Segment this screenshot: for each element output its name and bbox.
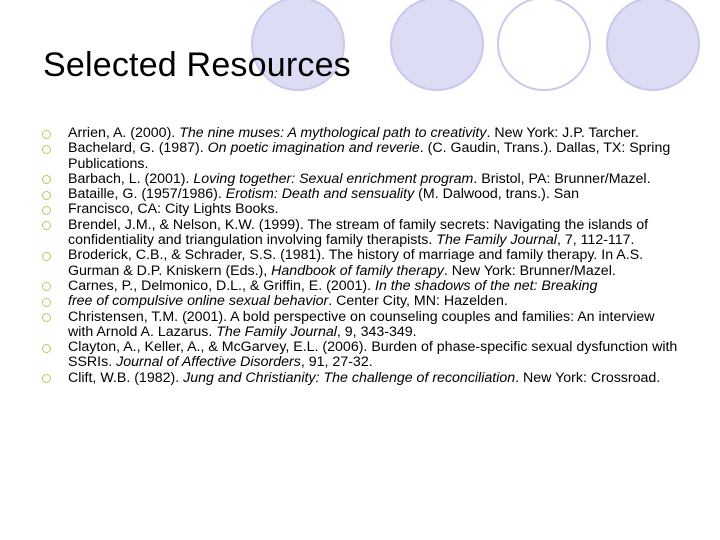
reference-text: Barbach, L. (2001). xyxy=(68,170,194,187)
reference-text-tail: . (C. Gaudin, Trans.). Dallas, TX: Spring Publications. xyxy=(68,140,671,172)
reference-text-tail: , 9, 343-349. xyxy=(336,323,417,340)
circle-decoration xyxy=(498,0,590,90)
reference-item xyxy=(42,187,682,202)
slide-title: Selected Resources xyxy=(43,46,351,84)
reference-item xyxy=(42,310,682,341)
reference-text-tail: . Center City, MN: Hazelden. xyxy=(328,293,508,310)
reference-item xyxy=(42,141,682,172)
bullet-icon xyxy=(42,282,51,291)
reference-italic-title: free of compulsive online sexual behavior xyxy=(68,293,329,310)
reference-text-tail: , 91, 27-32. xyxy=(300,354,373,371)
reference-italic-title: The nine muses: A mythological path to creativity xyxy=(179,125,487,141)
bullet-icon xyxy=(42,344,51,353)
reference-italic-title: Handbook of family therapy xyxy=(271,262,444,279)
reference-item xyxy=(42,340,682,371)
bullet-icon xyxy=(42,221,51,230)
reference-text: Clift, W.B. (1982). xyxy=(68,369,184,386)
bullet-icon xyxy=(42,313,51,322)
reference-text-tail: . Bristol, PA: Brunner/Mazel. xyxy=(473,170,651,187)
reference-italic-title: Journal of Affective Disorders xyxy=(116,354,301,371)
circle-decoration xyxy=(391,0,483,90)
reference-text: Arrien, A. (2000). xyxy=(68,125,180,141)
reference-item xyxy=(42,202,682,217)
reference-text: Bachelard, G. (1987). xyxy=(68,140,208,157)
reference-text: Broderick, C.B., & Schrader, S.S. (1981). The history of marriage and family therapy. In A.S. Gurman & D.P. Kniskern (Eds.), xyxy=(68,247,644,279)
bullet-icon xyxy=(42,252,51,261)
bullet-icon xyxy=(42,374,51,383)
reference-italic-title: Erotism: Death and sensuality xyxy=(225,186,415,203)
reference-item xyxy=(42,218,682,249)
reference-text: Bataille, G. (1957/1986). xyxy=(68,186,226,203)
reference-item xyxy=(42,371,682,386)
reference-text: Clayton, A., Keller, A., & McGarvey, E.L. (2006). Burden of phase-specific sexual dysfunction with SSRIs. xyxy=(68,339,678,371)
reference-text: Brendel, J.M., & Nelson, K.W. (1999). The stream of family secrets: Navigating the islands of confidentiality and triangulation involving family therapists. xyxy=(68,216,649,249)
reference-italic-title: On poetic imagination and reverie xyxy=(207,140,420,157)
reference-italic-title: The Family Journal xyxy=(216,323,337,340)
reference-italic-title: Jung and Christianity: The challenge of reconciliation xyxy=(183,369,516,386)
reference-item xyxy=(42,279,682,294)
bullet-icon xyxy=(42,175,51,184)
reference-item xyxy=(42,126,682,141)
reference-item xyxy=(42,172,682,187)
reference-text-tail: . New York: J.P. Tarcher. xyxy=(486,125,639,141)
reference-text: Carnes, P., Delmonico, D.L., & Griffin, E. (2001). xyxy=(68,277,375,294)
reference-list xyxy=(42,126,682,386)
reference-text: Christensen, T.M. (2001). A bold perspective on counseling couples and families: An interview with Arnold A. Lazarus. xyxy=(68,308,655,340)
reference-italic-title: In the shadows of the net: Breaking xyxy=(375,277,598,294)
reference-text-tail: (M. Dalwood, trans.). San xyxy=(414,186,580,203)
bullet-icon xyxy=(42,130,51,139)
reference-text-tail: , 7, 112-117. xyxy=(556,232,635,249)
bullet-icon xyxy=(42,191,51,200)
reference-text: Francisco, CA: City Lights Books. xyxy=(68,201,279,218)
bullet-icon xyxy=(42,298,51,307)
reference-italic-title: Loving together: Sexual enrichment program xyxy=(193,170,474,187)
reference-text-tail: . New York: Brunner/Mazel. xyxy=(443,262,616,279)
circle-decoration xyxy=(607,0,699,90)
reference-italic-title: The Family Journal xyxy=(436,232,557,249)
reference-item xyxy=(42,248,682,279)
bullet-icon xyxy=(42,145,51,154)
bullet-icon xyxy=(42,206,51,215)
reference-text-tail: . New York: Crossroad. xyxy=(515,369,661,386)
reference-item xyxy=(42,294,682,309)
